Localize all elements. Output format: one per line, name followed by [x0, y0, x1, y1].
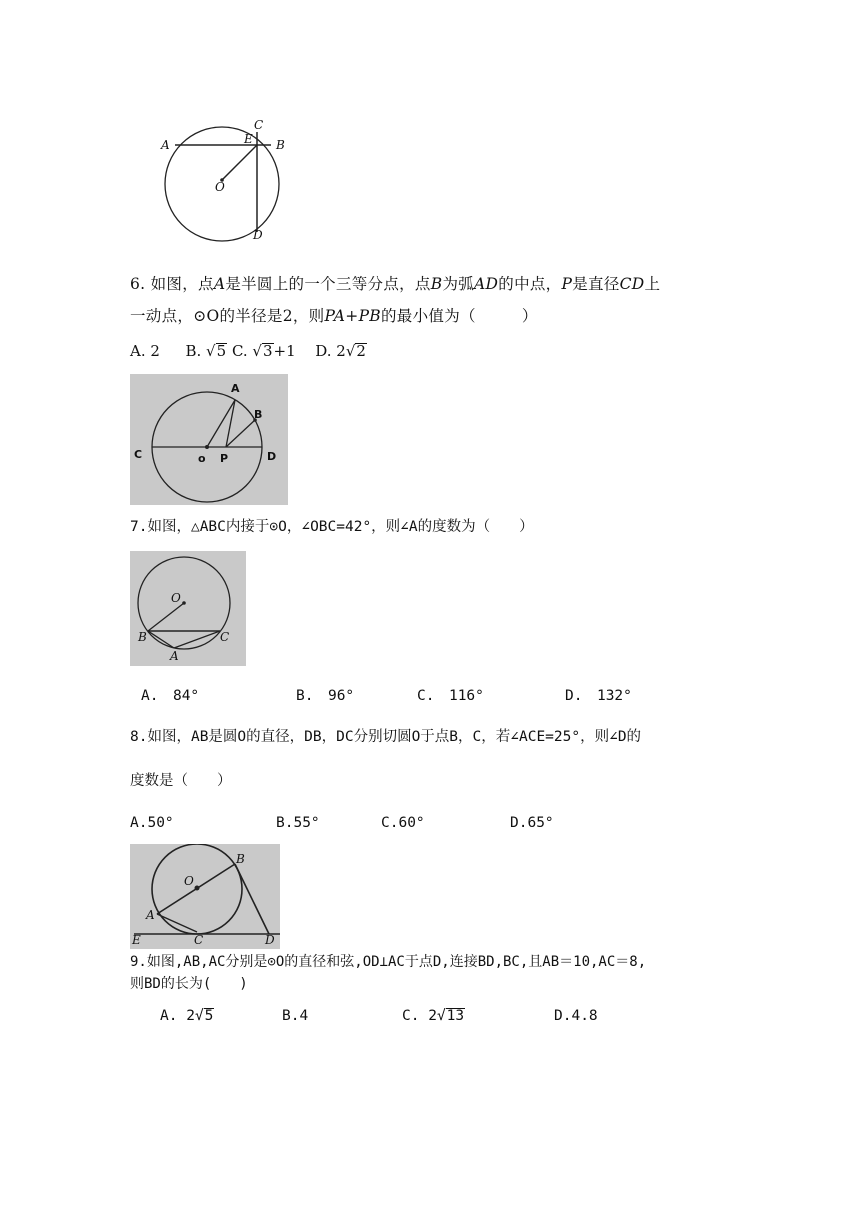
figure-q6	[130, 374, 288, 505]
figure-q7	[130, 551, 246, 666]
label-c: C	[194, 933, 204, 947]
q9-option-c: C. 2√13	[402, 1008, 465, 1024]
q9-option-d: D.4.8	[554, 1008, 598, 1024]
figure-q7-svg	[130, 551, 246, 666]
q6-option-d: D. 2√2	[315, 342, 366, 360]
label-d: D	[267, 450, 277, 463]
q7-option-c: C. 116°	[417, 688, 484, 704]
q6-line2	[130, 300, 538, 332]
label-c: C	[134, 448, 143, 461]
q6-text-6: 上	[644, 275, 661, 293]
label-e: E	[244, 132, 253, 146]
q6-var-b: B	[430, 275, 443, 293]
label-o: O	[215, 180, 225, 194]
q6-text-1: 如图，点	[150, 275, 214, 293]
label-a: A	[146, 908, 155, 922]
q6-text-9: ）	[521, 307, 538, 325]
figure-q8-svg	[130, 844, 280, 949]
q6-var-ad: AD	[474, 275, 499, 293]
q7-option-a: A. 84°	[141, 688, 200, 704]
q6-text-8: 的最小值为（	[381, 307, 476, 325]
q7-option-b: B. 96°	[296, 688, 355, 704]
label-p: P	[220, 452, 229, 465]
q9-line2: 则BD的长为( )	[130, 976, 248, 992]
q6-var-cd: CD	[619, 275, 645, 293]
q9-line1: 9.如图,AB,AC分别是⊙O的直径和弦,OD⊥AC于点D,连接BD,BC,且AB＝10,AC＝8,	[130, 954, 647, 970]
label-b: B	[254, 408, 263, 421]
label-b: B	[276, 138, 285, 152]
q6-option-a: A. 2	[130, 342, 160, 360]
label-o: O	[184, 874, 194, 888]
q6-text-4: 的中点，	[498, 275, 562, 293]
label-a: A	[231, 382, 240, 395]
label-d: D	[253, 228, 263, 242]
figure-q8	[130, 844, 280, 949]
label-e: E	[132, 933, 141, 947]
q8-option-b: B.55°	[276, 815, 320, 831]
q8-option-d: D.65°	[510, 815, 554, 831]
q9-option-a: A. 2√5	[160, 1008, 214, 1024]
q6-plus: +	[345, 307, 359, 325]
q6-options	[130, 342, 367, 360]
q6-var-p: P	[561, 275, 573, 293]
q6-option-b: B. √5	[185, 342, 227, 360]
q9-option-b: B.4	[282, 1008, 309, 1024]
label-a: A	[161, 138, 170, 152]
q6-option-c: C. √3+1	[231, 342, 296, 360]
label-b: B	[138, 630, 147, 644]
q8-option-c: C.60°	[381, 815, 425, 831]
q6-line1	[130, 268, 660, 300]
q7-text: 7.如图，△ABC内接于⊙O，∠OBC=42°，则∠A的度数为（ ）	[130, 519, 534, 535]
q6-var-pa: PA	[324, 307, 346, 325]
label-d: D	[265, 933, 275, 947]
q6-var-a: A	[213, 275, 226, 293]
label-a: A	[170, 649, 179, 663]
label-o: O	[171, 591, 181, 605]
q6-number: 6.	[130, 275, 146, 293]
figure-q6-svg	[130, 374, 288, 505]
label-c: C	[220, 630, 230, 644]
label-c: C	[254, 118, 264, 132]
q6-var-pb: PB	[358, 307, 381, 325]
q8-line2: 度数是（ ）	[130, 773, 232, 789]
q6-text-7: 一动点，⊙O的半径是2，则	[130, 307, 325, 325]
q6-text-3: 为弧	[442, 275, 475, 293]
label-b: B	[236, 852, 245, 866]
label-o: o	[198, 452, 206, 465]
q8-line1: 8.如图，AB是圆O的直径，DB，DC分别切圆O于点B，C，若∠ACE=25°，则∠D的	[130, 729, 642, 745]
q6-text-2: 是半圆上的一个三等分点，点	[225, 275, 431, 293]
q6-text-5: 是直径	[572, 275, 620, 293]
q7-option-d: D. 132°	[565, 688, 632, 704]
figure-q5	[155, 110, 290, 250]
q8-option-a: A.50°	[130, 815, 174, 831]
